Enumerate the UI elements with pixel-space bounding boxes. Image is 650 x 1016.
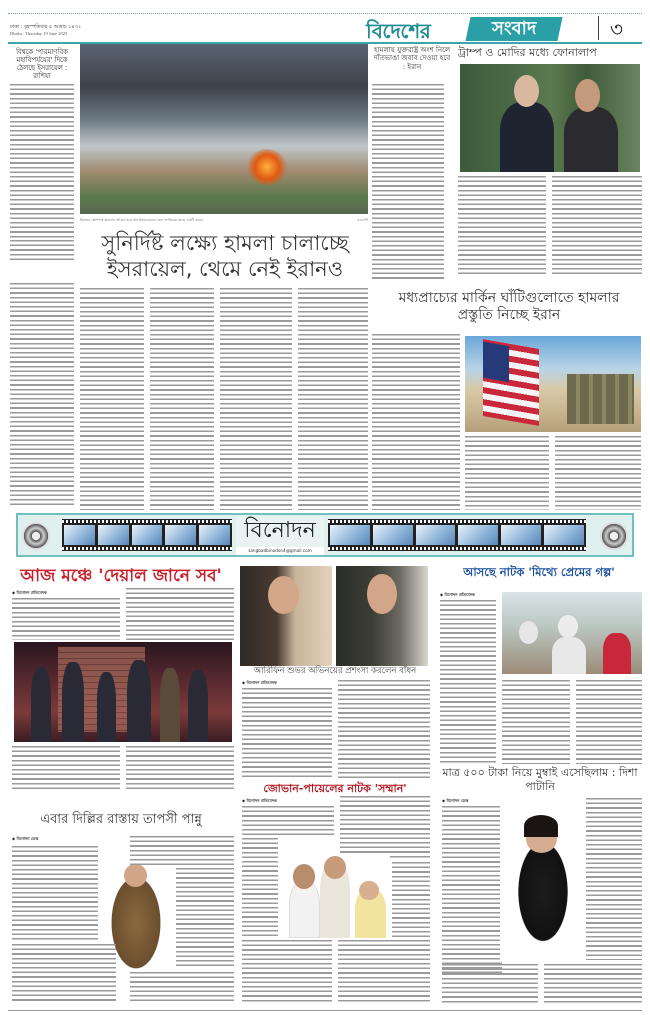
headline-us-bases[interactable]: মধ্যপ্রাচ্যের মার্কিন ঘাঁটিগুলোতে হামলার প্রস্তুতি নিচ্ছে ইরান: [398, 290, 620, 323]
date-bengali: ঢাকা : বৃহস্পতিবার ৫ আষাঢ় ১৪৩২: [10, 24, 82, 30]
body-tapsee-col4: [130, 972, 234, 1004]
headline-deyal[interactable]: আজ মঞ্চে 'দেয়াল জানে সব': [20, 566, 222, 586]
byline-arifin: ◆ বিনোদন প্রতিবেদক: [242, 680, 277, 685]
headline-mitthe[interactable]: আসছে নাটক 'মিথ্যে প্রেমের গল্প': [463, 565, 615, 579]
headline-tapsee[interactable]: এবার দিল্লির রাস্তায় তাপসী পান্নু: [40, 812, 202, 827]
body-russia-cont3: [10, 476, 74, 506]
body-mitthe-col1: [440, 600, 496, 764]
body-joban-col2: [340, 796, 430, 860]
body-trump-modi-col2: [552, 176, 642, 276]
body-tapsee-col1: [12, 846, 98, 942]
photo-us-flag-soldiers: [465, 336, 641, 432]
body-arifin-col2: [338, 680, 430, 778]
body-iran-warning: [372, 84, 444, 280]
body-joban-col1: [242, 806, 334, 836]
body-deyal-col4: [126, 746, 234, 790]
us-flag-canton: [483, 341, 509, 382]
body-main-col4: [298, 288, 368, 510]
binodon-title: বিনোদন: [236, 516, 324, 548]
body-disha-col2: [586, 798, 642, 960]
body-deyal-col1: [12, 598, 120, 640]
binodon-banner: [16, 513, 634, 557]
body-joban-col2b: [392, 862, 430, 938]
page-bottom-rule: [8, 1010, 642, 1011]
body-us-bases-col1: [372, 334, 460, 510]
headline-russia[interactable]: বিশ্বকে 'পারমাণবিক মহাবিপর্যয়ের' দিকে ঠেলছে ইসরায়েল : রাশিয়া: [16, 48, 68, 81]
body-arifin-col1: [242, 688, 332, 778]
body-joban-col1b: [242, 838, 278, 938]
body-tapsee-col3: [12, 944, 116, 1004]
section-title-part2-text: সংবাদ: [491, 18, 537, 39]
body-joban-col3: [242, 940, 332, 1002]
headline-iran-warning[interactable]: হামলায় যুক্তরাষ্ট্র অংশ নিলে দাঁতভাঙা জবাব দেওয়া হবে : ইরান: [373, 46, 451, 71]
body-deyal-col3: [12, 746, 120, 790]
masthead-top-rule: [8, 13, 642, 14]
filmstrip-right: [328, 519, 586, 551]
photo-deyal-stage: [14, 642, 232, 742]
photo-bandhan: [240, 566, 332, 666]
headline-disha[interactable]: মাত্র ৫০০ টাকা নিয়ে মুম্বাই এসেছিলাম : দিশা পাটানি: [442, 766, 638, 793]
byline-mitthe: ◆ বিনোদন প্রতিবেদক: [440, 592, 475, 597]
photo-arifin: [336, 566, 428, 666]
body-us-bases-col3: [555, 436, 641, 510]
film-reel-left-icon: [22, 522, 50, 550]
body-mitthe-col2: [502, 680, 570, 764]
byline-tapsee: ◆ বিনোদন ডেস্ক: [12, 836, 39, 841]
date-english: Dhaka : Thursday 19 June 2025: [10, 31, 68, 36]
headline-joban[interactable]: জোভান-পায়েলের নাটক 'সম্মান': [263, 782, 407, 795]
body-mitthe-col3: [576, 680, 642, 764]
section-title-part1: বিদেশের: [366, 19, 431, 43]
byline-disha: ◆ বিনোদন ডেস্ক: [442, 798, 469, 803]
body-disha-col3: [442, 964, 538, 1004]
photo-joban-payel: [280, 856, 390, 938]
byline-joban: ◆ বিনোদন প্রতিবেদক: [242, 798, 277, 803]
body-main-col2: [150, 288, 214, 510]
page-number: ৩: [610, 17, 624, 41]
fire-glow: [247, 149, 287, 185]
body-us-bases-col2: [465, 436, 549, 510]
section-title-part2: [465, 17, 562, 41]
body-trump-modi-col1: [458, 176, 546, 276]
headline-arifin[interactable]: আরিফিন শুভর অভিনয়ের প্রশংসা করলেন বাঁধন: [253, 666, 417, 676]
figure-right-head: [575, 79, 600, 111]
body-main-col1: [80, 288, 144, 510]
body-russia-cont2: [10, 283, 74, 473]
body-disha-col1: [442, 806, 502, 976]
photo-building-fire: [80, 44, 368, 214]
body-main-col3: [220, 288, 292, 510]
headline-main[interactable]: সুনির্দিষ্ট লক্ষ্যে হামলা চালাচ্ছে ইসরায়েল, থেমে নেই ইরানও: [101, 231, 349, 281]
byline-deyal: ◆ বিনোদন প্রতিবেদক: [12, 590, 47, 595]
photo-disha: [500, 806, 586, 962]
body-disha-col4: [544, 964, 642, 1004]
body-tapsee-col2: [130, 836, 234, 866]
photo-mitthe: [502, 592, 642, 674]
body-tapsee-col2b: [176, 868, 234, 968]
photo-caption: ইরানের ক্ষেপণাস্ত্র হামলায় আগুন ধরে যায় ইসরায়েলের তেল আবিবের কাছে একটি ভবনে: [80, 218, 204, 222]
photo-credit: এএফপি: [356, 218, 368, 222]
film-reel-right-icon: [600, 522, 628, 550]
soldiers: [567, 374, 634, 424]
figure-right: [564, 107, 618, 172]
filmstrip-left: [62, 519, 232, 551]
photo-trump-modi: [460, 64, 640, 172]
body-russia-cont: [10, 240, 74, 262]
figure-left: [500, 102, 554, 172]
body-russia: [10, 84, 74, 238]
body-joban-col4: [338, 940, 430, 1002]
masthead-separator: [598, 16, 599, 40]
binodon-email[interactable]: sangbadbinodon4@gmail.com: [236, 547, 324, 555]
body-deyal-col2: [126, 588, 234, 640]
headline-trump-modi[interactable]: ট্রাম্প ও মোদির মধ্যে ফোনালাপ: [458, 46, 597, 59]
